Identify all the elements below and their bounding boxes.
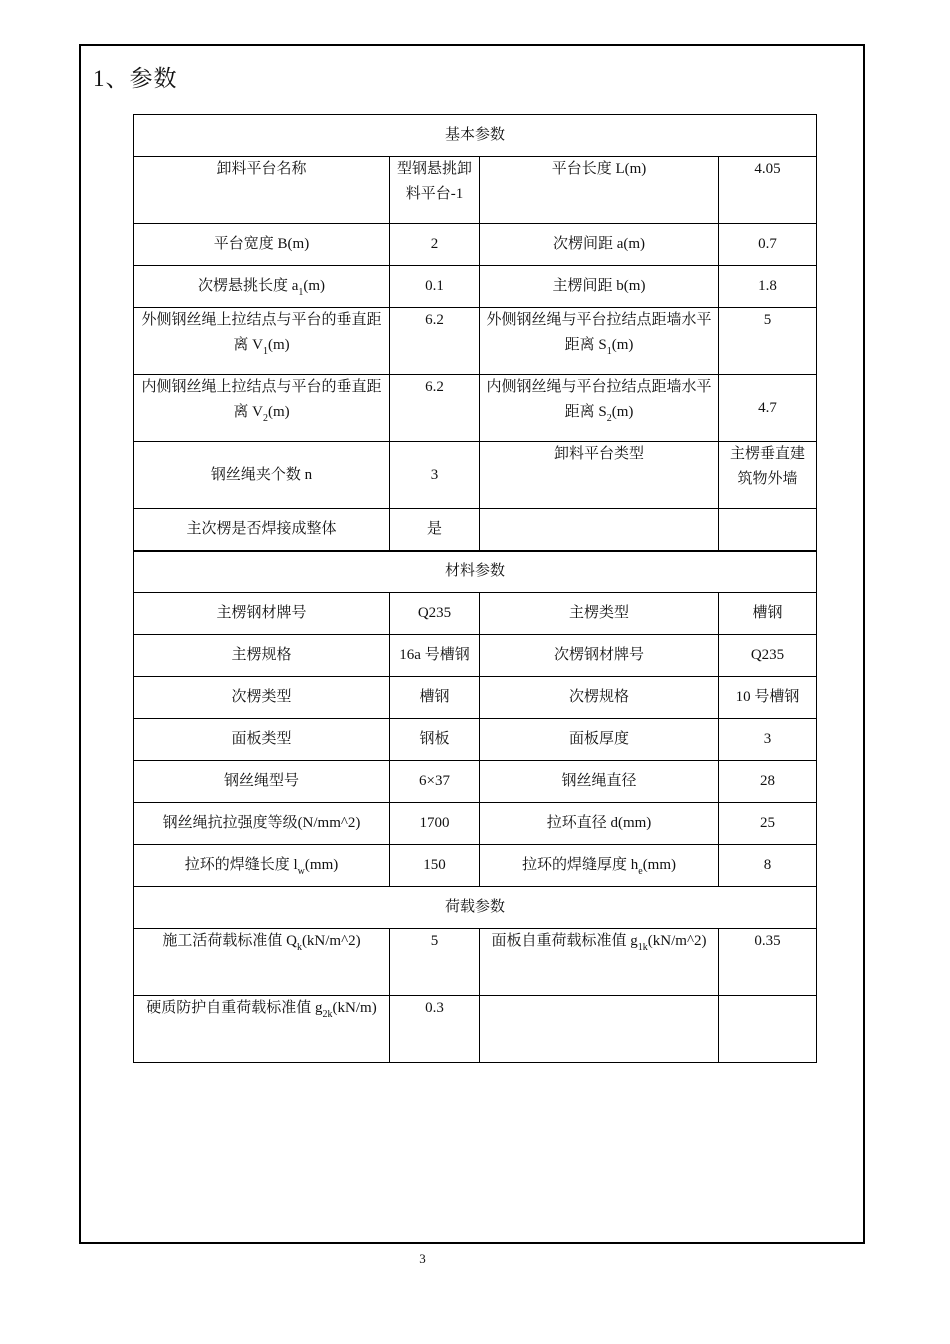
weld-len-label: 拉环的焊缝长度 $l_w(mm)$ bbox=[134, 845, 390, 887]
main-type-value: 槽钢 bbox=[719, 593, 817, 635]
clip-count-value: 3 bbox=[390, 442, 480, 509]
inner-vert-value: 6.2 bbox=[390, 375, 480, 442]
panel-self-value: 0.35 bbox=[719, 929, 817, 996]
main-grade-label: 主楞钢材牌号 bbox=[134, 593, 390, 635]
basic-header-row bbox=[134, 115, 817, 157]
platform-name-label: 卸料平台名称 bbox=[134, 157, 390, 224]
table-row bbox=[134, 157, 817, 224]
panel-type-label: 面板类型 bbox=[134, 719, 390, 761]
live-load-value: 5 bbox=[390, 929, 480, 996]
table-row bbox=[134, 509, 817, 551]
rope-strength-label: 钢丝绳抗拉强度等级(N/mm^2) bbox=[134, 803, 390, 845]
sec-type-value: 槽钢 bbox=[390, 677, 480, 719]
guard-self-value: 0.3 bbox=[390, 996, 480, 1063]
main-grade-value: Q235 bbox=[390, 593, 480, 635]
table-row bbox=[134, 308, 817, 375]
sec-spec-label: 次楞规格 bbox=[480, 677, 719, 719]
page-frame bbox=[79, 44, 865, 1244]
basic-header: 基本参数 bbox=[134, 115, 817, 157]
table-row bbox=[134, 719, 817, 761]
weld-len-value: 150 bbox=[390, 845, 480, 887]
empty-cell bbox=[719, 996, 817, 1063]
platform-type-label: 卸料平台类型 bbox=[480, 442, 719, 509]
empty-cell bbox=[480, 996, 719, 1063]
sec-cantilever-value: 0.1 bbox=[390, 266, 480, 308]
inner-horiz-value: 4.7 bbox=[719, 375, 817, 442]
platform-width-value: 2 bbox=[390, 224, 480, 266]
sec-grade-value: Q235 bbox=[719, 635, 817, 677]
main-spec-label: 主楞规格 bbox=[134, 635, 390, 677]
guard-self-label: 硬质防护自重荷载标准值 $g_{2k}(kN/m)$ bbox=[134, 996, 390, 1063]
table-row bbox=[134, 761, 817, 803]
welded-label: 主次楞是否焊接成整体 bbox=[134, 509, 390, 551]
table-row bbox=[134, 845, 817, 887]
clip-count-label: 钢丝绳夹个数 n bbox=[134, 442, 390, 509]
table-row bbox=[134, 677, 817, 719]
sec-grade-label: 次楞钢材牌号 bbox=[480, 635, 719, 677]
sec-spacing-value: 0.7 bbox=[719, 224, 817, 266]
platform-width-label: 平台宽度 B(m) bbox=[134, 224, 390, 266]
sec-type-label: 次楞类型 bbox=[134, 677, 390, 719]
section-title: 1、参数 bbox=[93, 66, 178, 91]
panel-type-value: 钢板 bbox=[390, 719, 480, 761]
outer-horiz-label: 外侧钢丝绳与平台拉结点距墙水平距离 $S_1(m)$ bbox=[480, 308, 719, 375]
platform-type-value: 主楞垂直建筑物外墙 bbox=[719, 442, 817, 509]
weld-thick-value: 8 bbox=[719, 845, 817, 887]
sec-spec-value: 10 号槽钢 bbox=[719, 677, 817, 719]
table-row bbox=[134, 803, 817, 845]
panel-thick-label: 面板厚度 bbox=[480, 719, 719, 761]
material-header: 材料参数 bbox=[134, 551, 817, 593]
table-row bbox=[134, 442, 817, 509]
ring-dia-label: 拉环直径 d(mm) bbox=[480, 803, 719, 845]
table-row bbox=[134, 593, 817, 635]
platform-length-label: 平台长度 L(m) bbox=[480, 157, 719, 224]
table-row bbox=[134, 266, 817, 308]
live-load-label: 施工活荷载标准值 $Q_k(kN/m\^{}2)$ bbox=[134, 929, 390, 996]
inner-horiz-label: 内侧钢丝绳与平台拉结点距墙水平距离 $S_2(m)$ bbox=[480, 375, 719, 442]
outer-vert-value: 6.2 bbox=[390, 308, 480, 375]
rope-model-label: 钢丝绳型号 bbox=[134, 761, 390, 803]
panel-thick-value: 3 bbox=[719, 719, 817, 761]
table-row bbox=[134, 929, 817, 996]
main-spacing-label: 主楞间距 b(m) bbox=[480, 266, 719, 308]
main-type-label: 主楞类型 bbox=[480, 593, 719, 635]
table-row bbox=[134, 635, 817, 677]
table-row bbox=[134, 996, 817, 1063]
rope-dia-value: 28 bbox=[719, 761, 817, 803]
empty-cell bbox=[719, 509, 817, 551]
ring-dia-value: 25 bbox=[719, 803, 817, 845]
page-number: 3 bbox=[419, 1251, 426, 1266]
platform-name-value: 型钢悬挑卸料平台-1 bbox=[390, 157, 480, 224]
rope-dia-label: 钢丝绳直径 bbox=[480, 761, 719, 803]
sec-cantilever-label: 次楞悬挑长度 $a_1(m)$ bbox=[134, 266, 390, 308]
main-spec-value: 16a 号槽钢 bbox=[390, 635, 480, 677]
rope-strength-value: 1700 bbox=[390, 803, 480, 845]
empty-cell bbox=[480, 509, 719, 551]
rope-model-value: 6×37 bbox=[390, 761, 480, 803]
main-spacing-value: 1.8 bbox=[719, 266, 817, 308]
sec-spacing-label: 次楞间距 a(m) bbox=[480, 224, 719, 266]
table-row bbox=[134, 375, 817, 442]
welded-value: 是 bbox=[390, 509, 480, 551]
table-row bbox=[134, 224, 817, 266]
platform-length-value: 4.05 bbox=[719, 157, 817, 224]
load-header-row bbox=[134, 887, 817, 929]
outer-horiz-value: 5 bbox=[719, 308, 817, 375]
parameter-table bbox=[133, 114, 817, 1063]
weld-thick-label: 拉环的焊缝厚度 $h_e(mm)$ bbox=[480, 845, 719, 887]
load-header: 荷载参数 bbox=[134, 887, 817, 929]
inner-vert-label: 内侧钢丝绳上拉结点与平台的垂直距离 $V_2(m)$ bbox=[134, 375, 390, 442]
material-header-row bbox=[134, 551, 817, 593]
outer-vert-label: 外侧钢丝绳上拉结点与平台的垂直距离 $V_1(m)$ bbox=[134, 308, 390, 375]
panel-self-label: 面板自重荷载标准值 $g_{1k}(kN/m\^{}2)$ bbox=[480, 929, 719, 996]
